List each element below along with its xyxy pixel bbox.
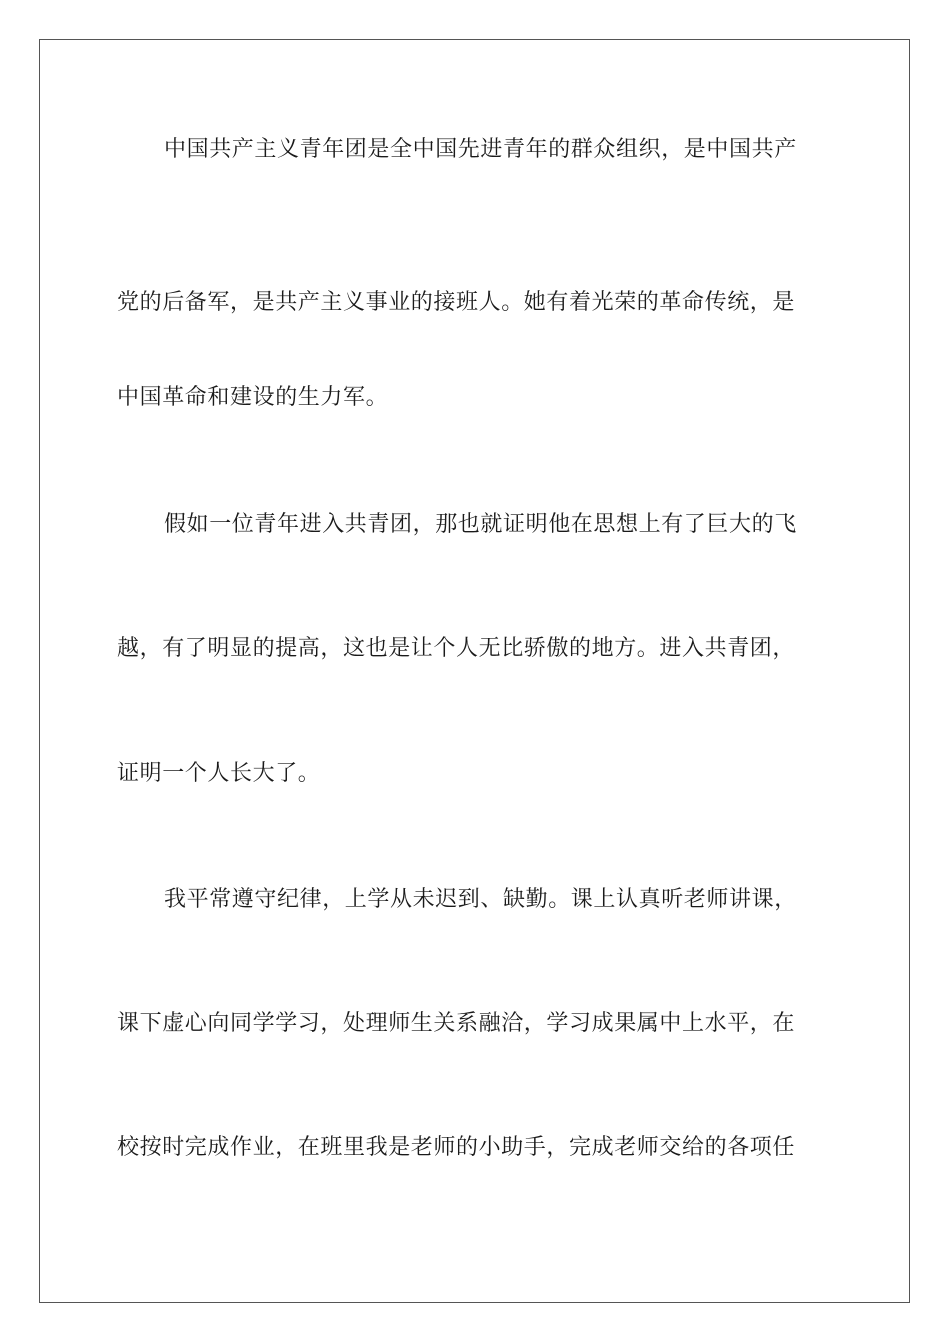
paragraph-2-line-1: 假如一位青年进入共青团，那也就证明他在思想上有了巨大的飞 (164, 512, 797, 537)
paragraph-1-line-2: 党的后备军，是共产主义事业的接班人。她有着光荣的革命传统，是 (117, 290, 796, 315)
paragraph-2-line-3: 证明一个人长大了。 (117, 761, 321, 786)
paragraph-3-line-2: 课下虚心向同学学习，处理师生关系融洽，学习成果属中上水平，在 (117, 1011, 796, 1036)
paragraph-1-line-1: 中国共产主义青年团是全中国先进青年的群众组织，是中国共产 (164, 137, 797, 162)
page-border (39, 39, 910, 1303)
paragraph-3-line-1: 我平常遵守纪律，上学从未迟到、缺勤。课上认真听老师讲课， (164, 887, 797, 912)
paragraph-1-line-3: 中国革命和建设的生力军。 (117, 385, 389, 410)
paragraph-2-line-2: 越，有了明显的提高，这也是让个人无比骄傲的地方。进入共青团， (117, 636, 796, 661)
paragraph-3-line-3: 校按时完成作业，在班里我是老师的小助手，完成老师交给的各项任 (117, 1135, 796, 1160)
